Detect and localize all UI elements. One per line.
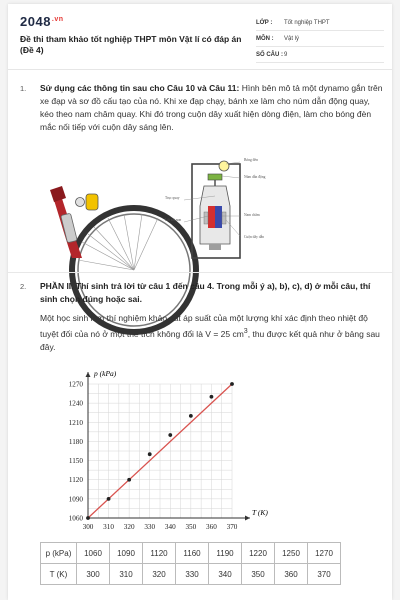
question-description: Hình bên mô tả một dynamo gắn trên xe đạp và sơ đồ cấu tạo của nó. Khi xe đạp chạy, bánh xe làm cho núm dẫn động quay, kéo theo nam châm quay. Khi đó trong cuộn dây xuất hiện dòng điện, làm cho bóng đèn mắc nối tiếp với cuộn dây sáng lên. bbox=[40, 83, 383, 132]
table-cell: 1270 bbox=[308, 543, 341, 564]
data-point bbox=[127, 478, 131, 482]
y-tick-label: 1090 bbox=[68, 495, 83, 504]
coil-left bbox=[204, 212, 208, 224]
dynamo-photo bbox=[42, 172, 160, 258]
meta-row-class bbox=[256, 16, 384, 31]
table-cell: 1220 bbox=[242, 543, 275, 564]
meta-key: LỚP : bbox=[256, 20, 273, 26]
magnet-south bbox=[215, 206, 222, 228]
data-point bbox=[168, 433, 172, 437]
table-cell: 310 bbox=[110, 564, 143, 585]
data-point bbox=[86, 516, 90, 520]
logo-text: 2048 bbox=[20, 14, 51, 29]
table-cell: 350 bbox=[242, 564, 275, 585]
label-axis: Trục quay bbox=[165, 196, 180, 200]
logo[interactable] bbox=[20, 14, 64, 29]
question-text-after: , thu được kết quả như ở bảng sau đây. bbox=[40, 328, 380, 352]
x-tick-label: 370 bbox=[226, 523, 238, 531]
bulb-icon bbox=[219, 161, 229, 171]
page bbox=[8, 4, 392, 600]
meta-row-count bbox=[256, 48, 384, 63]
lamp-head bbox=[76, 198, 85, 207]
y-tick-label: 1150 bbox=[68, 457, 83, 466]
label-knob: Núm dẫn động bbox=[244, 175, 266, 179]
question-text bbox=[40, 82, 384, 134]
y-tick-label: 1240 bbox=[68, 399, 83, 408]
question-lead: Sử dụng các thông tin sau cho Câu 10 và Câu 11: bbox=[40, 83, 240, 93]
table-cell: 1060 bbox=[77, 543, 110, 564]
table-cell: 1190 bbox=[209, 543, 242, 564]
y-tick-label: 1180 bbox=[68, 437, 83, 446]
table-cell: 370 bbox=[308, 564, 341, 585]
header bbox=[8, 4, 392, 70]
logo-suffix: .vn bbox=[51, 15, 64, 23]
table-cell: 340 bbox=[209, 564, 242, 585]
meta-key: MÔN : bbox=[256, 36, 274, 42]
question-1 bbox=[20, 82, 384, 272]
question-text bbox=[40, 312, 384, 354]
data-table bbox=[40, 542, 341, 585]
y-tick-label: 1270 bbox=[68, 380, 83, 389]
label-coil: Cuộn dây dẫn bbox=[244, 235, 264, 239]
data-point bbox=[107, 497, 111, 501]
y-tick-label: 1060 bbox=[68, 514, 83, 523]
pressure-temperature-chart bbox=[44, 366, 284, 538]
table-cell: 320 bbox=[143, 564, 176, 585]
x-tick-label: 340 bbox=[164, 523, 176, 531]
x-tick-label: 300 bbox=[82, 523, 94, 531]
table-cell: 300 bbox=[77, 564, 110, 585]
lamp bbox=[86, 194, 98, 210]
y-axis-arrow bbox=[86, 372, 91, 377]
label-core: Lõi sắt non bbox=[165, 218, 182, 222]
dynamo-diagram bbox=[164, 156, 266, 268]
table-cell: 1160 bbox=[176, 543, 209, 564]
coil-right bbox=[222, 212, 226, 224]
x-axis-label: T (K) bbox=[252, 508, 268, 517]
y-tick-label: 1210 bbox=[68, 418, 83, 427]
drive-knob bbox=[208, 174, 222, 180]
question-body bbox=[40, 280, 384, 360]
fork-crown bbox=[50, 186, 66, 202]
table-cell: 1120 bbox=[143, 543, 176, 564]
x-tick-label: 320 bbox=[123, 523, 135, 531]
table-cell: 360 bbox=[275, 564, 308, 585]
table-cell: 330 bbox=[176, 564, 209, 585]
question-2 bbox=[20, 280, 384, 598]
data-point bbox=[189, 414, 193, 418]
magnet-north bbox=[208, 206, 215, 228]
meta-key: SỐ CÂU : bbox=[256, 52, 283, 58]
meta-value: Vật lý bbox=[284, 36, 300, 42]
question-number: 2. bbox=[20, 282, 27, 291]
question-text-before: Một học sinh làm thí nghiệm khảo sát áp suất của một lượng khí xác định theo nhiệt độ tuyệt đối của nó ở một thể tích không đổi là V = 25 cm bbox=[40, 313, 368, 339]
separator bbox=[8, 272, 392, 273]
x-tick-label: 350 bbox=[185, 523, 197, 531]
question-body bbox=[40, 82, 384, 140]
x-tick-label: 360 bbox=[206, 523, 217, 531]
x-tick-label: 330 bbox=[144, 523, 156, 531]
table-cell: 1090 bbox=[110, 543, 143, 564]
y-axis-label: p (kPa) bbox=[94, 369, 117, 378]
data-point bbox=[148, 452, 152, 456]
row-label: T (K) bbox=[41, 564, 77, 585]
y-tick-label: 1120 bbox=[68, 476, 83, 485]
meta-info bbox=[256, 16, 384, 64]
housing-base bbox=[209, 244, 221, 250]
label-magnet: Nam châm bbox=[244, 213, 260, 217]
section-heading: PHẦN II. Thí sinh trả lời từ câu 1 đến câu 4. Trong mỗi ý a), b), c), d) ở mỗi câu, thí sinh chọn đúng hoặc sai. bbox=[40, 281, 371, 304]
label-bulb: Bóng đèn bbox=[244, 158, 258, 162]
data-point bbox=[230, 382, 234, 386]
meta-value: Tốt nghiệp THPT bbox=[284, 20, 330, 26]
question-heading bbox=[40, 280, 384, 306]
data-point bbox=[210, 395, 214, 399]
document-title: Đề thi tham khảo tốt nghiệp THPT môn Vật lí có đáp án (Đề 4) bbox=[20, 34, 242, 55]
question-number: 1. bbox=[20, 84, 27, 93]
meta-value: 9 bbox=[284, 52, 288, 58]
row-label: p (kPa) bbox=[41, 543, 77, 564]
table-cell: 1250 bbox=[275, 543, 308, 564]
table-row bbox=[41, 564, 341, 585]
table-row bbox=[41, 543, 341, 564]
meta-row-subject bbox=[256, 32, 384, 47]
superscript: 3 bbox=[243, 327, 248, 335]
x-tick-label: 310 bbox=[103, 523, 114, 531]
x-axis-arrow bbox=[245, 516, 250, 521]
